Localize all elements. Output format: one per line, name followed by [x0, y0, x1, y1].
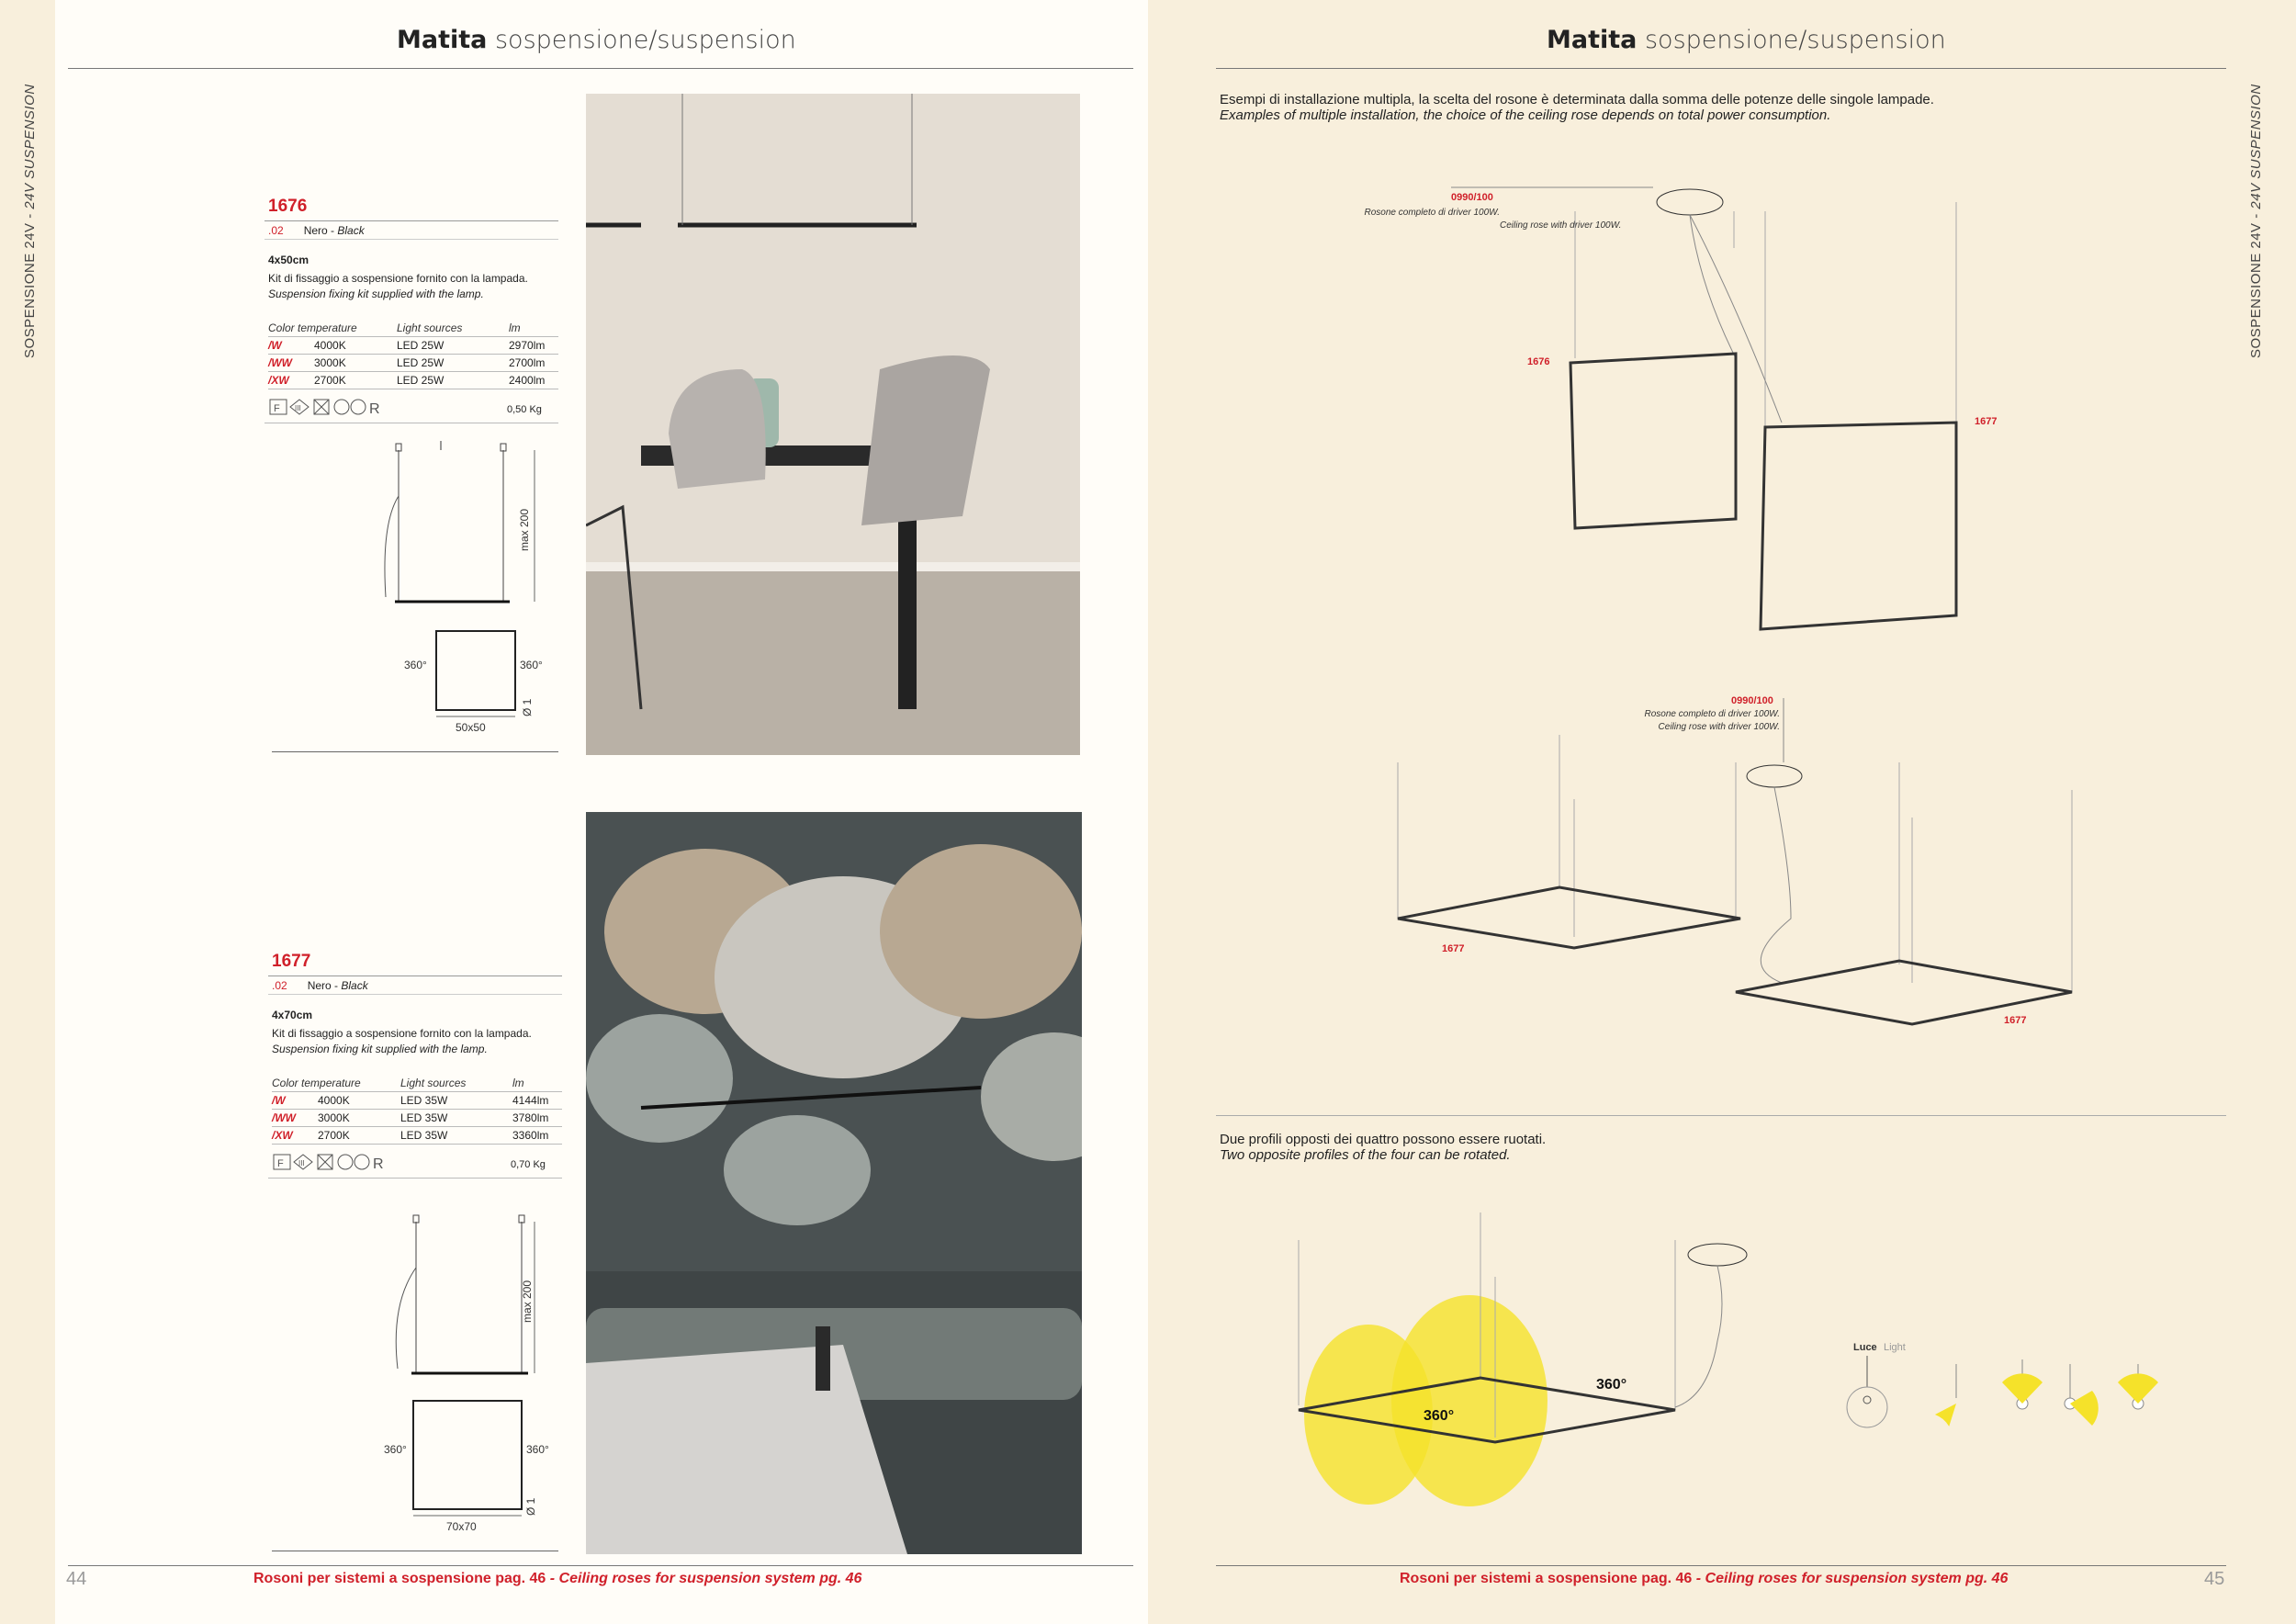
diagram-vertical-installation — [1148, 175, 2241, 652]
side-label-left: SOSPENSIONE 24V - 24V SUSPENSION — [22, 84, 38, 358]
spec-table: Color temperature Light sources lm /W 4000K LED 35W 4144lm /WW 3000K LED 35W 3780lm /XW 2700K LED 35W 3360lm — [272, 1075, 562, 1145]
intro-text: Esempi di installazione multipla, la scelta del rosone è determinata dalla somma delle potenze delle singole lampade. Examples of multiple installation, the choice of the ceiling rose depends on total power consumption. — [1220, 92, 1934, 123]
page-number: 44 — [66, 1569, 87, 1589]
technical-drawing-1676 — [294, 441, 569, 744]
drawing-dim: 50x50 — [456, 721, 486, 734]
svg-text:III: III — [295, 404, 301, 412]
finish-row: .02 Nero - Black — [268, 224, 365, 237]
spec-table: Color temperature Light sources lm /W 4000K LED 25W 2970lm /WW 3000K LED 25W 2700lm /XW 2700K LED 25W 2400lm — [268, 320, 558, 389]
svg-text:0990/100: 0990/100 — [1451, 192, 1493, 203]
drawing-rot-left: 360° — [384, 1443, 407, 1456]
product-size: 4x70cm — [272, 1009, 313, 1021]
section-rule — [1216, 1115, 2226, 1116]
left-page — [55, 0, 1148, 1624]
page-title-left: Matita sospensione/suspension — [397, 26, 796, 54]
svg-text:Ceiling rose with driver 100W.: Ceiling rose with driver 100W. — [1658, 722, 1780, 732]
title-rule — [68, 68, 1133, 69]
svg-text:Luce: Luce — [1853, 1342, 1877, 1353]
kit-text-en: Suspension fixing kit supplied with the lamp. — [268, 288, 484, 300]
svg-text:F: F — [277, 1158, 284, 1169]
svg-text:Light: Light — [1884, 1342, 1906, 1353]
svg-text:Ceiling rose with driver 100W.: Ceiling rose with driver 100W. — [1500, 220, 1622, 231]
title-rule — [1216, 68, 2226, 69]
drawing-rot-right: 360° — [520, 659, 543, 671]
svg-text:360°: 360° — [1596, 1377, 1627, 1393]
svg-text:F: F — [274, 403, 280, 414]
svg-text:III: III — [298, 1159, 305, 1167]
footer-rule — [68, 1565, 1133, 1566]
diagram-horizontal-installation — [1148, 689, 2241, 1038]
cert-icons — [268, 397, 388, 422]
svg-text:Rosone completo di driver 100W: Rosone completo di driver 100W. — [1644, 709, 1780, 719]
svg-text:1677: 1677 — [1442, 943, 1465, 954]
kit-text-it: Kit di fissaggio a sospensione fornito con la lampada. — [272, 1027, 532, 1040]
svg-text:R: R — [369, 401, 380, 417]
rotate-text: Due profili opposti dei quattro possono essere ruotati. Two opposite profiles of the four can be rotated. — [1220, 1132, 1547, 1163]
product-code: 1677 — [272, 952, 311, 971]
weight: 0,70 Kg — [511, 1159, 546, 1170]
svg-text:Rosone completo di driver 100W: Rosone completo di driver 100W. — [1364, 208, 1500, 218]
cert-icons — [272, 1152, 391, 1177]
side-label-right: SOSPENSIONE 24V - 24V SUSPENSION — [2248, 84, 2264, 358]
kit-text-it: Kit di fissaggio a sospensione fornito con la lampada. — [268, 272, 528, 285]
drawing-dim: 70x70 — [446, 1520, 477, 1533]
right-page — [1148, 0, 2241, 1624]
svg-text:R: R — [373, 1156, 384, 1172]
page-title-right: Matita sospensione/suspension — [1547, 26, 1946, 54]
footer-link[interactable]: Rosoni per sistemi a sospensione pag. 46 - Ceiling roses for suspension system pg. 46 — [1400, 1571, 2009, 1586]
product-photo-1677 — [586, 812, 1082, 1554]
svg-text:360°: 360° — [1424, 1408, 1455, 1424]
drawing-rot-right: 360° — [526, 1443, 549, 1456]
weight: 0,50 Kg — [507, 404, 542, 415]
product-code: 1676 — [268, 197, 308, 216]
svg-text:1677: 1677 — [2004, 1015, 2027, 1026]
svg-text:1676: 1676 — [1527, 356, 1550, 367]
diagram-rotation — [1148, 1194, 2241, 1543]
footer-link[interactable]: Rosoni per sistemi a sospensione pag. 46 - Ceiling roses for suspension system pg. 46 — [253, 1571, 862, 1586]
page-number: 45 — [2204, 1569, 2225, 1589]
product-photo-1676 — [586, 94, 1080, 755]
svg-text:0990/100: 0990/100 — [1731, 695, 1773, 706]
drawing-max: max 200 — [521, 1280, 534, 1323]
finish-row: .02 Nero - Black — [272, 979, 368, 992]
svg-text:1677: 1677 — [1975, 416, 1998, 427]
drawing-max: max 200 — [518, 508, 531, 551]
product-size: 4x50cm — [268, 254, 310, 266]
kit-text-en: Suspension fixing kit supplied with the lamp. — [272, 1043, 488, 1055]
footer-rule — [1216, 1565, 2226, 1566]
drawing-dia: Ø 1 — [521, 698, 534, 716]
technical-drawing-1677 — [294, 1212, 569, 1534]
drawing-rot-left: 360° — [404, 659, 427, 671]
drawing-dia: Ø 1 — [524, 1497, 537, 1516]
